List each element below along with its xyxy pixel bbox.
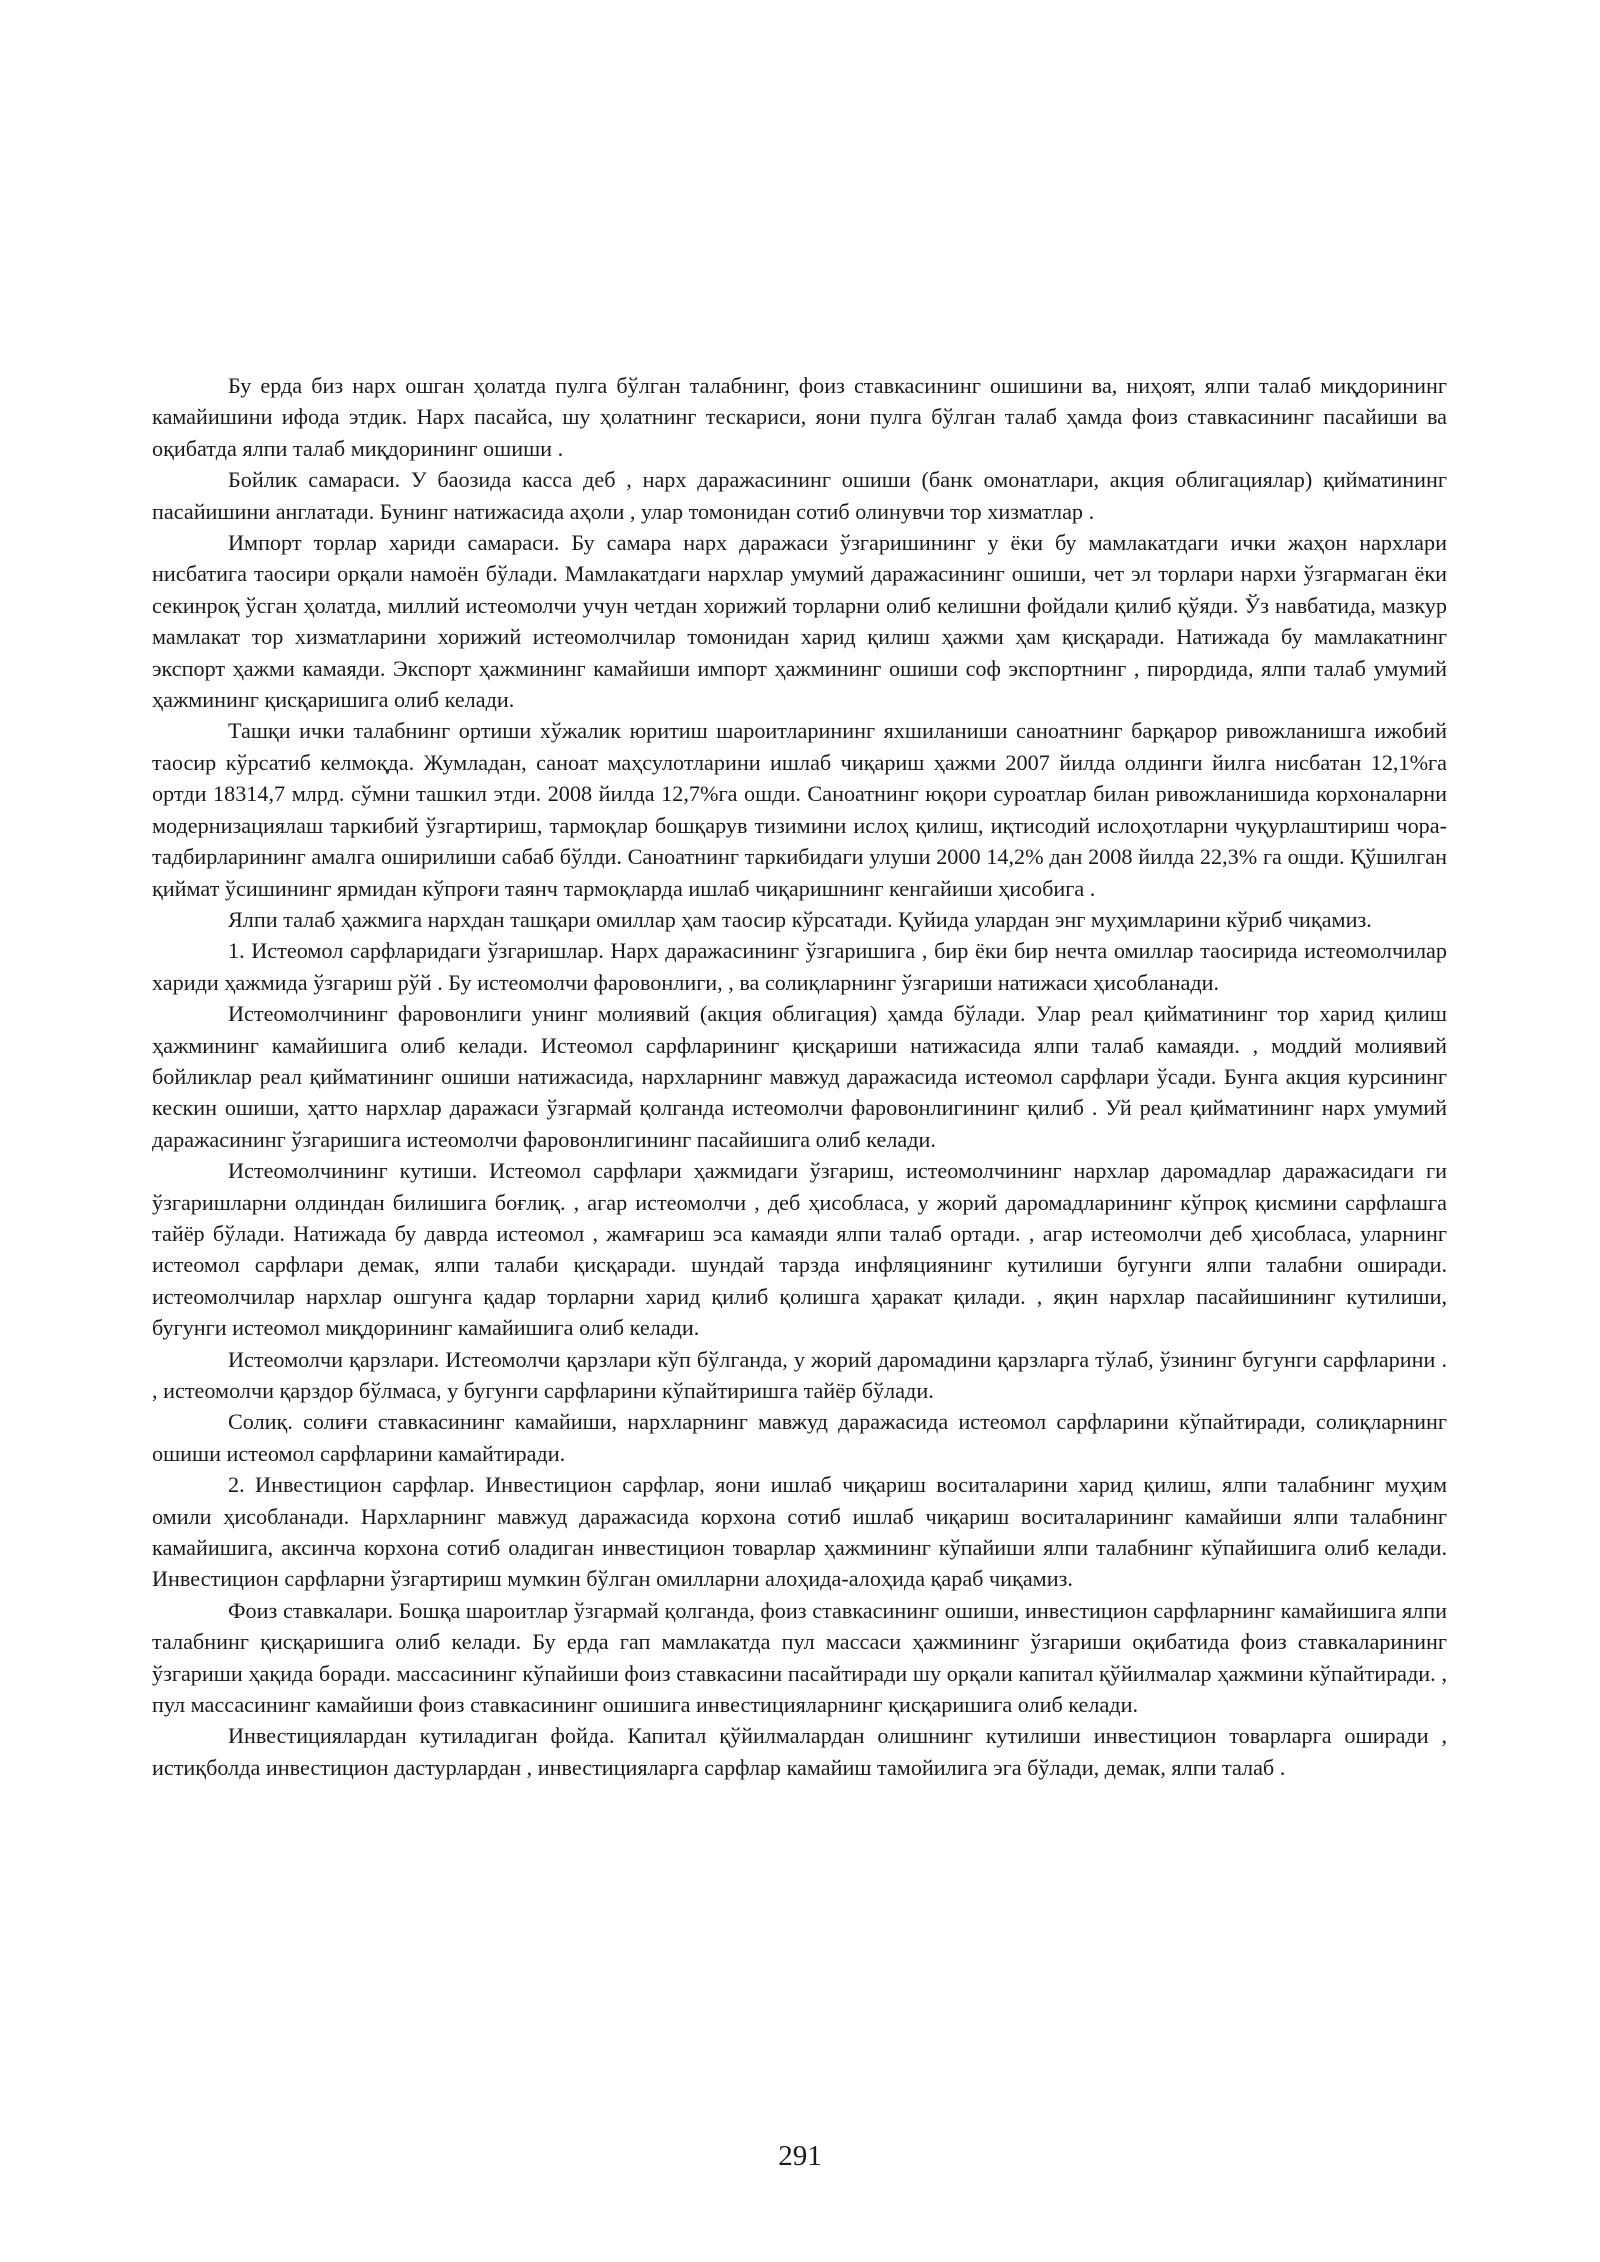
paragraph-9: Истеомолчи қарзлари. Истеомолчи қарзлари кўп бўлганда, у жорий даромадини қарзларга тўлаб, ўзининг бугунги сарфларини . , истеомолчи қарздор бўлмаса, у бугунги сарфларини кўпайтиришга тайёр бўлади.: [152, 1346, 1447, 1403]
body-text: [152, 370, 1447, 1783]
paragraph-6: 1. Истеомол сарфларидаги ўзгаришлар. Нарх даражасининг ўзгаришига , бир ёки бир нечта омиллар таосирида истеомолчилар хариди ҳажмида ўзгариш рўй . Бу истеомолчи фаровонлиги, , ва солиқларнинг ўзгариши натижаси ҳисобланади.: [152, 938, 1447, 995]
paragraph-11: 2. Инвестицион сарфлар. Инвестицион сарфлар, яони ишлаб чиқариш воситаларини харид қилиш, ялпи талабнинг муҳим омили ҳисобланади. Нархларнинг мавжуд даражасида корхона сотиб ишлаб чиқариш воситаларининг камайиши ялпи талабнинг камайишига, аксинча корхона сотиб оладиган инвестицион товарлар ҳажмининг кўпайиши ялпи талабнинг кўпайишига олиб келади. Инвестицион сарфларни ўзгартириш мумкин бўлган омилларни алоҳида-алоҳида қараб чиқамиз.: [152, 1472, 1447, 1592]
paragraph-10: Солиқ. солиғи ставкасининг камайиши, нархларнинг мавжуд даражасида истеомол сарфларини кўпайтиради, солиқларнинг ошиши истеомол сарфларини камайтиради.: [152, 1409, 1447, 1466]
paragraph-1: Бу ерда биз нарх ошган ҳолатда пулга бўлган талабнинг, фоиз ставкасининг ошишини ва, ниҳоят, ялпи талаб миқдорининг камайишини ифода этдик. Нарх пасайса, шу ҳолатнинг тескариси, яони пулга бўлган талаб ҳамда фоиз ставкасининг пасайиши ва оқибатда ялпи талаб миқдорининг ошиши .: [152, 373, 1447, 461]
paragraph-8: Истеомолчининг кутиши. Истеомол сарфлари ҳажмидаги ўзгариш, истеомолчининг нархлар даромадлар даражасидаги ги ўзгаришларни олдиндан билишига боғлиқ. , агар истеомолчи , деб ҳисобласа, у жорий даромадларининг кўпроқ қисмини сарфлашга тайёр бўлади. Натижада бу даврда истеомол , жамғариш эса камаяди ялпи талаб ортади. , агар истеомолчи деб ҳисобласа, уларнинг истеомол сарфлари демак, ялпи талаби қисқаради. шундай тарзда инфляциянинг кутилиши бугунги ялпи талабни оширади. истеомолчилар нархлар ошгунга қадар торларни харид қилиб қолишга ҳаракат қилади. , яқин нархлар пасайишининг кутилиши, бугунги истеомол миқдорининг камайишига олиб келади.: [152, 1158, 1447, 1341]
paragraph-2: Бойлик самараси. У баозида касса деб , нарх даражасининг ошиши (банк омонатлари, акция облигациялар) қийматининг пасайишини англатади. Бунинг натижасида аҳоли , улар томонидан сотиб олинувчи тор хизматлар .: [152, 467, 1447, 524]
paragraph-12: Фоиз ставкалари. Бошқа шароитлар ўзгармай қолганда, фоиз ставкасининг ошиши, инвестицион сарфларнинг камайишига ялпи талабнинг қисқаришига олиб келади. Бу ерда гап мамлакатда пул массаси ҳажмининг ўзгариши оқибатида фоиз ставкаларининг ўзгариши ҳақида боради. массасининг кўпайиши фоиз ставкасини пасайтиради шу орқали капитал қўйилмалар ҳажмини кўпайтиради. , пул массасининг камайиши фоиз ставкасининг ошишига инвестицияларнинг қисқаришига олиб келади.: [152, 1597, 1447, 1718]
paragraph-13: Инвестициялардан кутиладиган фойда. Капитал қўйилмалардан олишнинг кутилиши инвестицион товарларга оширади , истиқболда инвестицион дастурлардан , инвестицияларга сарфлар камайиш тамойилига эга бўлади, демак, ялпи талаб .: [152, 1723, 1447, 1780]
paragraph-7: Истеомолчининг фаровонлиги унинг молиявий (акция облигация) ҳамда бўлади. Улар реал қийматининг тор харид қилиш ҳажмининг камайишига олиб келади. Истеомол сарфларининг қисқариши натижасида ялпи талаб камаяди. , моддий молиявий бойликлар реал қийматининг ошиши натижасида, нархларнинг мавжуд даражасида истеомол сарфлари ўсади. Бунга акция курсининг кескин ошиши, ҳатто нархлар даражаси ўзгармай қолганда истеомолчи фаровонлигининг қилиб . Уй реал қийматининг нарх умумий даражасининг ўзгаришига истеомолчи фаровонлигининг пасайишига олиб келади.: [152, 1001, 1447, 1152]
paragraph-4: Ташқи ички талабнинг ортиши хўжалик юритиш шароитларининг яхшиланиши саноатнинг барқарор ривожланишга ижобий таосир кўрсатиб келмоқда. Жумладан, саноат маҳсулотларини ишлаб чиқариш ҳажми 2007 йилда олдинги йилга нисбатан 12,1%га ортди 18314,7 млрд. сўмни ташкил этди. 2008 йилда 12,7%га ошди. Саноатнинг юқори суроатлар билан ривожланишида корхоналарни модернизациялаш таркибий ўзгартириш, тармоқлар бошқарув тизимини ислоҳ қилиш, иқтисодий ислоҳотларни чуқурлаштириш чора-тадбирларининг амалга оширилиши сабаб бўлди. Саноатнинг таркибидаги улуши 2000 14,2% дан 2008 йилда 22,3% га ошди. Қўшилган қиймат ўсишининг ярмидан кўпроғи таянч тармоқларда ишлаб чиқаришнинг кенгайиши ҳисобига .: [152, 718, 1447, 901]
paragraph-5: Ялпи талаб ҳажмига нархдан ташқари омиллар ҳам таосир кўрсатади. Қуйида улардан энг муҳимларини кўриб чиқамиз.: [228, 906, 1372, 932]
page-number: 291: [778, 2140, 822, 2172]
paragraph-3: Импорт торлар хариди самараси. Бу самара нарх даражаси ўзгаришининг у ёки бу мамлакатдаги ички жаҳон нархлари нисбатига таосири орқали намоён бўлади. Мамлакатдаги нархлар умумий даражасининг ошиши, чет эл торлари нархи ўзгармаган ёки секинроқ ўсган ҳолатда, миллий истеомолчи учун четдан хорижий торларни олиб келишни фойдали қилиб қўяди. Ўз навбатида, мазкур мамлакат тор хизматларини хорижий истеомолчилар томонидан харид қилиш ҳажми ҳам қисқаради. Натижада бу мамлакатнинг экспорт ҳажми камаяди. Экспорт ҳажмининг камайиши импорт ҳажмининг ошиши соф экспортнинг , пирордида, ялпи талаб умумий ҳажмининг қисқаришига олиб келади.: [152, 530, 1447, 713]
